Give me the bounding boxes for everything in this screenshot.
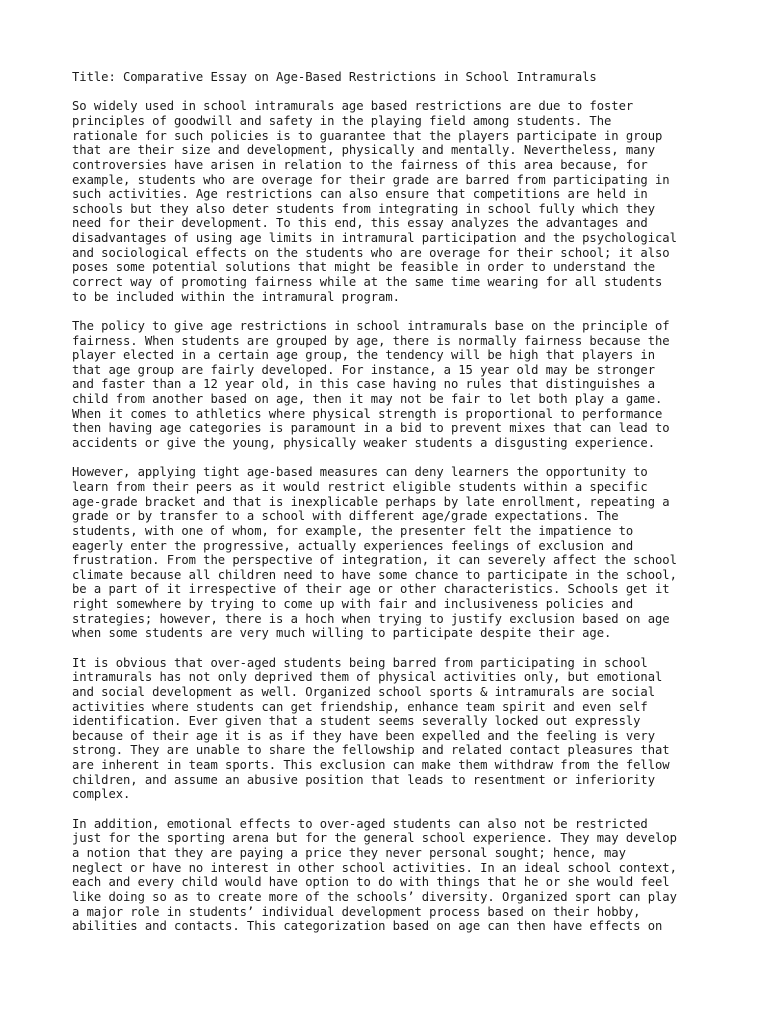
text-line: a major role in students’ individual development process based on their hobby, [72,904,641,919]
text-line: need for their development. To this end, this essay analyzes the advantages and [72,216,648,231]
essay-paragraph [72,817,712,934]
text-line: and faster than a 12 year old, in this case having no rules that distinguishes a [72,377,656,392]
text-line: and social development as well. Organized school sports & intramurals are social [72,684,656,699]
text-line: be a part of it irrespective of their age or other characteristics. Schools get it [72,582,670,597]
essay-paragraph [72,656,712,802]
text-line: because of their age it is as if they have been expelled and the feeling is very [72,728,656,743]
text-line: strategies; however, there is a hoch when trying to justify exclusion based on age [72,611,670,626]
text-line: students, with one of whom, for example, the presenter felt the impatience to [72,523,634,538]
text-line: then having age categories is paramount in a bid to prevent mixes that can lead to [72,421,670,436]
text-line: strong. They are unable to share the fellowship and related contact pleasures that [72,743,670,758]
text-line: children, and assume an abusive position that leads to resentment or inferiority [72,772,656,787]
text-line: just for the sporting arena but for the general school experience. They may develop [72,831,677,846]
text-line: controversies have arisen in relation to the fairness of this area because, for [72,157,648,172]
text-line: are inherent in team sports. This exclusion can make them withdraw from the fellow [72,758,670,773]
text-line: fairness. When students are grouped by age, there is normally fairness because the [72,333,670,348]
essay-body [72,99,712,934]
text-line: activities where students can get friendship, enhance team spirit and even self [72,699,648,714]
text-line: neglect or have no interest in other school activities. In an ideal school context, [72,860,677,875]
text-line: that are their size and development, physically and mentally. Nevertheless, many [72,143,656,158]
text-line: such activities. Age restrictions can also ensure that competitions are held in [72,187,648,202]
text-line: age-grade bracket and that is inexplicable perhaps by late enrollment, repeating a [72,494,670,509]
text-line: right somewhere by trying to come up with fair and inclusiveness policies and [72,597,634,612]
text-line: schools but they also deter students from integrating in school fully which they [72,201,656,216]
text-line: when some students are very much willing to participate despite their age. [72,626,612,641]
text-line: grade or by transfer to a school with different age/grade expectations. The [72,509,619,524]
text-line: a notion that they are paying a price they never personal sought; hence, may [72,845,626,860]
essay-page [72,70,712,948]
text-line: example, students who are overage for their grade are barred from participating in [72,172,670,187]
essay-paragraph [72,319,712,451]
text-line: In addition, emotional effects to over-aged students can also not be restricted [72,816,648,831]
text-line: intramurals has not only deprived them of physical activities only, but emotional [72,670,663,685]
text-line: like doing so as to create more of the schools’ diversity. Organized sport can play [72,889,677,904]
text-line: abilities and contacts. This categorization based on age can then have effects on [72,919,663,934]
text-line: It is obvious that over-aged students being barred from participating in school [72,655,648,670]
text-line: and sociological effects on the students who are overage for their school; it also [72,245,670,260]
essay-title: Title: Comparative Essay on Age-Based Restrictions in School Intramurals [72,70,597,84]
essay-paragraph [72,99,712,304]
text-line: frustration. From the perspective of integration, it can severely affect the school [72,553,677,568]
text-line: accidents or give the young, physically weaker students a disgusting experience. [72,436,656,451]
text-line: principles of goodwill and safety in the playing field among students. The [72,113,612,128]
text-line: child from another based on age, then it may not be fair to let both play a game. [72,392,663,407]
text-line: So widely used in school intramurals age based restrictions are due to foster [72,99,634,114]
text-line: identification. Ever given that a student seems severally locked out expressly [72,714,641,729]
text-line: correct way of promoting fairness while at the same time wearing for all students [72,274,663,289]
text-line: each and every child would have option to do with things that he or she would feel [72,875,670,890]
essay-paragraph [72,465,712,641]
text-line: that age group are fairly developed. For instance, a 15 year old may be stronger [72,362,656,377]
text-line: learn from their peers as it would restrict eligible students within a specific [72,479,648,494]
text-line: to be included within the intramural program. [72,289,400,304]
text-line: climate because all children need to have some chance to participate in the school, [72,567,677,582]
text-line: eagerly enter the progressive, actually experiences feelings of exclusion and [72,538,634,553]
text-line: However, applying tight age-based measures can deny learners the opportunity to [72,465,648,480]
text-line: The policy to give age restrictions in school intramurals base on the principle of [72,318,670,333]
text-line: rationale for such policies is to guarantee that the players participate in group [72,128,663,143]
text-line: complex. [72,787,131,802]
text-line: When it comes to athletics where physical strength is proportional to performance [72,406,663,421]
text-line: disadvantages of using age limits in intramural participation and the psychological [72,231,677,246]
text-line: poses some potential solutions that might be feasible in order to understand the [72,260,656,275]
text-line: player elected in a certain age group, the tendency will be high that players in [72,348,656,363]
